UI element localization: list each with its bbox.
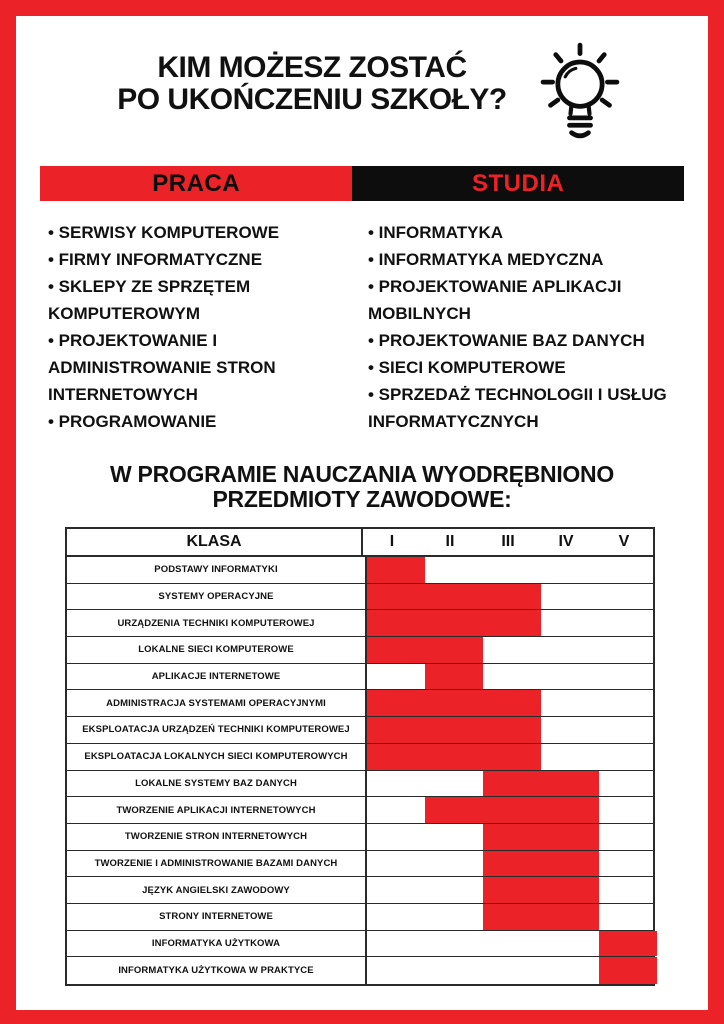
year-span-bar [367,610,541,636]
table-header-row [67,529,653,557]
year-cells [367,797,653,823]
table-row [67,637,653,664]
year-headers [363,529,653,555]
subject-label: URZĄDZENIA TECHNIKI KOMPUTEROWEJ [67,610,367,636]
table-row [67,797,653,824]
year-cells [367,744,653,770]
year-cells [367,824,653,850]
year-cells [367,637,653,663]
subject-label: STRONY INTERNETOWE [67,904,367,930]
subject-label: TWORZENIE APLIKACJI INTERNETOWYCH [67,797,367,823]
year-span-bar [367,690,541,716]
category-bar [40,166,684,201]
curriculum-title-line2: PRZEDMIOTY ZAWODOWE: [212,486,512,512]
table-row [67,664,653,691]
lightbulb-icon [524,42,636,158]
table-row [67,904,653,931]
list-item: • FIRMY INFORMATYCZNE [48,250,263,269]
year-span-bar [367,637,483,663]
year-span-bar [367,744,541,770]
subject-label: INFORMATYKA UŻYTKOWA W PRAKTYCE [67,957,367,984]
table-row [67,824,653,851]
subject-label: APLIKACJE INTERNETOWE [67,664,367,690]
subject-label: LOKALNE SIECI KOMPUTEROWE [67,637,367,663]
table-row [67,877,653,904]
studia-list [368,219,694,435]
curriculum-title-line1: W PROGRAMIE NAUCZANIA WYODRĘBNIONO [110,461,614,487]
table-row [67,690,653,717]
subject-label: TWORZENIE STRON INTERNETOWYCH [67,824,367,850]
year-column-header: I [389,533,395,550]
list-item: • SERWISY KOMPUTEROWE [48,223,280,242]
table-row [67,584,653,611]
page-title-line1: KIM MOŻESZ ZOSTAĆ [157,51,467,84]
year-cells [367,664,653,690]
list-item: • PROJEKTOWANIE BAZ DANYCH [368,331,645,350]
studia-header: STUDIA [352,166,684,201]
subject-label: PODSTAWY INFORMATYKI [67,557,367,583]
year-cells [367,877,653,903]
subjects-table [65,527,655,986]
subject-label: JĘZYK ANGIELSKI ZAWODOWY [67,877,367,903]
list-item: • SIECI KOMPUTEROWE [368,358,566,377]
page-title [56,52,568,116]
year-cells [367,851,653,877]
year-span-bar [425,664,483,690]
table-row [67,957,653,984]
curriculum-title [16,462,708,512]
list-item: • SKLEPY ZE SPRZĘTEM KOMPUTEROWYM [48,277,251,323]
list-item: • SPRZEDAŻ TECHNOLOGII I USŁUG INFORMATYCZNYCH [368,385,667,431]
year-span-bar [483,851,599,877]
year-span-bar [425,797,599,823]
year-cells [367,717,653,743]
table-row [67,931,653,958]
year-span-bar [367,557,425,583]
year-cells [367,584,653,610]
year-cells [367,771,653,797]
table-row [67,851,653,878]
klasa-header: KLASA [67,529,363,555]
page-title-line2: PO UKOŃCZENIU SZKOŁY? [117,83,507,116]
subjects-table-body [67,557,653,984]
subject-label: EKSPLOATACJA LOKALNYCH SIECI KOMPUTEROWYCH [67,744,367,770]
praca-list [48,219,362,435]
table-row [67,610,653,637]
year-span-bar [599,931,657,957]
year-column-header: III [501,533,515,550]
year-column-header: II [445,533,455,550]
subject-label: ADMINISTRACJA SYSTEMAMI OPERACYJNYMI [67,690,367,716]
subject-label: SYSTEMY OPERACYJNE [67,584,367,610]
table-row [67,557,653,584]
list-item: • INFORMATYKA MEDYCZNA [368,250,604,269]
year-span-bar [483,904,599,930]
year-column-header: IV [558,533,574,550]
list-item: • PROJEKTOWANIE I ADMINISTROWANIE STRON INTERNETOWYCH [48,331,276,404]
year-cells [367,610,653,636]
year-span-bar [367,584,541,610]
table-row [67,744,653,771]
year-cells [367,931,653,957]
subject-label: EKSPLOATACJA URZĄDZEŃ TECHNIKI KOMPUTEROWEJ [67,717,367,743]
list-item: • INFORMATYKA [368,223,504,242]
year-span-bar [599,957,657,984]
table-row [67,771,653,798]
year-cells [367,690,653,716]
list-item: • PROGRAMOWANIE [48,412,217,431]
subject-label: INFORMATYKA UŻYTKOWA [67,931,367,957]
table-row [67,717,653,744]
subject-label: LOKALNE SYSTEMY BAZ DANYCH [67,771,367,797]
year-cells [367,904,653,930]
list-item: • PROJEKTOWANIE APLIKACJI MOBILNYCH [368,277,622,323]
year-span-bar [483,877,599,903]
year-cells [367,557,653,583]
year-span-bar [367,717,541,743]
year-span-bar [483,771,599,797]
subject-label: TWORZENIE I ADMINISTROWANIE BAZAMI DANYCH [67,851,367,877]
year-span-bar [483,824,599,850]
praca-header: PRACA [40,166,352,201]
year-cells [367,957,653,984]
year-column-header: V [618,533,630,550]
